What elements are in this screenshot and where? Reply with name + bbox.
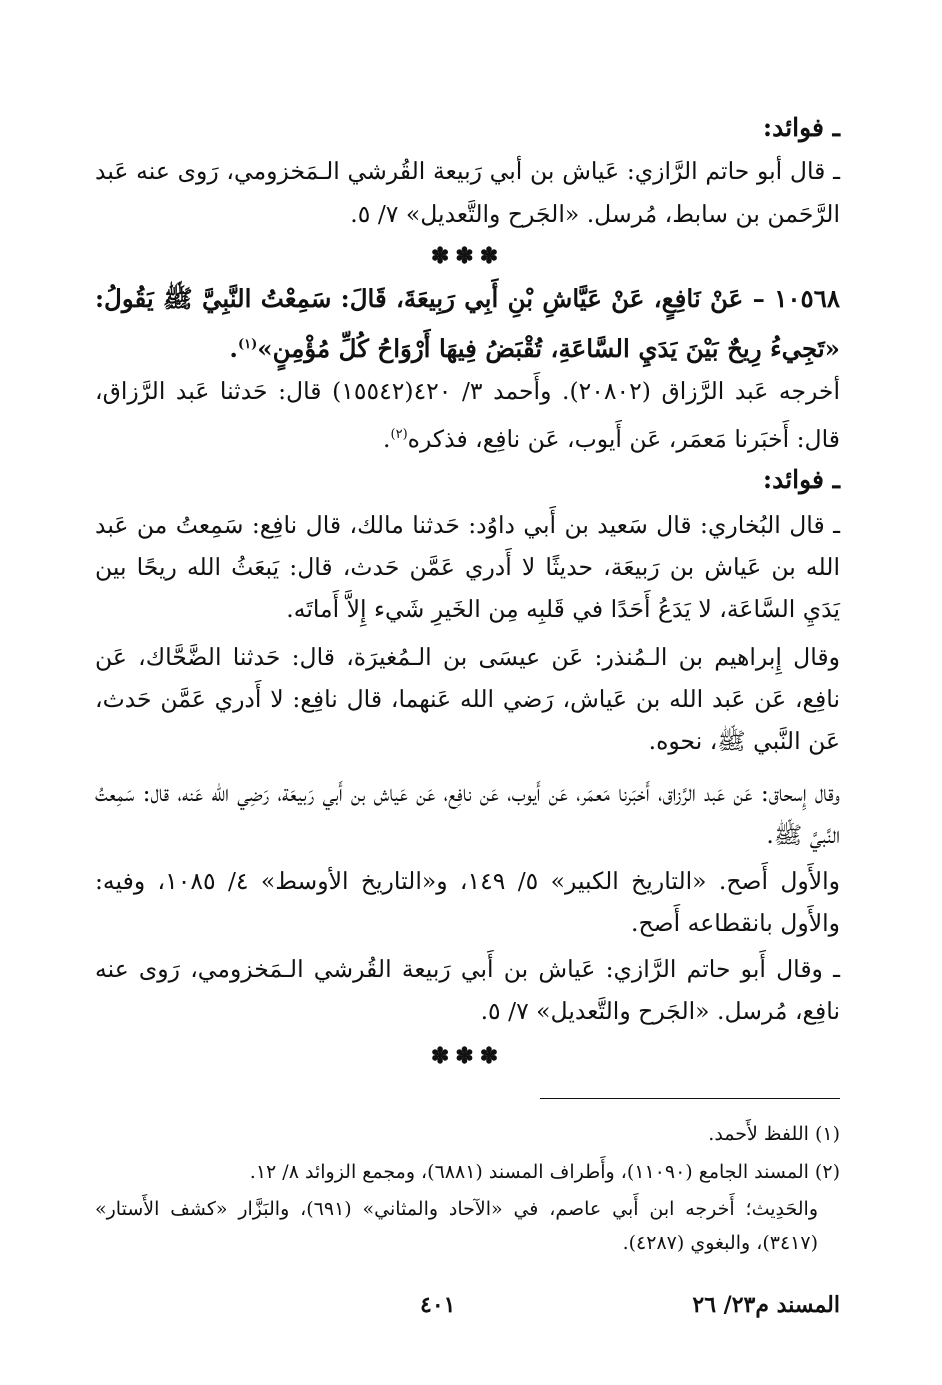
awwal-paragraph: والأَول أَصح. «التاريخ الكبير» ٥/ ١٤٩، و«التاريخ الأوسط» ٤/ ١٠٨٥، وفيه: والأَول بانقطاعه أَصح. bbox=[95, 867, 841, 937]
footnote-1: (١) اللفظ لأَحمد. bbox=[708, 1123, 840, 1145]
hadith-end: . bbox=[229, 334, 238, 364]
hadith-text bbox=[95, 276, 840, 372]
footnote-2: (٢) المسند الجامع (١١٠٩٠)، وأَطراف المسند (٦٨٨١)، ومجمع الزوائد ٨/ ١٢. bbox=[249, 1161, 840, 1183]
section-separator: ✽✽✽ bbox=[430, 243, 505, 269]
footnote-divider bbox=[540, 1098, 840, 1099]
section-separator-2: ✽✽✽ bbox=[430, 1043, 505, 1069]
page-number: ٤٠١ bbox=[420, 1292, 456, 1318]
benefits-heading: ـ فوائد: bbox=[762, 113, 840, 142]
page-content bbox=[95, 100, 840, 1340]
bukhari-paragraph: ـ قال البُخاري: قال سَعيد بن أَبي داوُد: حَدثنا مالك، قال نافِع: سَمِعتُ من عَبد الله بن عَياش بن رَبيعَة، حديثًا لا أَدري عَمَّن حَدث، قال: يَبعَثُ الله ريحًا بين يَدَيِ السَّاعَة، لا يَدَعُ أَحَدًا في قَلبِه مِن الخَيرِ شَيء إِلاَّ أَماتَه. bbox=[95, 511, 840, 623]
abu-hatim-paragraph-2: ـ وقال أَبو حاتم الرَّازي: عَياش بن أَبي رَبيعة القُرشي الـمَخزومي، رَوى عنه نافِع، مُرسل. «الجَرح والتَّعديل» ٧/ ٥. bbox=[95, 955, 840, 1025]
benefits-heading-2: ـ فوائد: bbox=[762, 465, 840, 494]
footnote-2-continued: والحَدِيث؛ أَخرجه ابن أَبي عاصم، في «الآحاد والمثاني» (٦٩١)، والبَزَّار «كشف الأَستار» (٣٤١٧)، والبغوي (٤٢٨٧). bbox=[95, 1198, 818, 1254]
abu-hatim-paragraph: ـ قال أبو حاتم الرَّازي: عَياش بن أبي رَبيعة القُرشي الـمَخزومي، رَوى عنه عَبد الرَّحَمن بن سابط، مُرسل. «الجَرح والتَّعديل» ٧/ ٥. bbox=[95, 157, 840, 228]
ishaq-paragraph: وقال إِسحاق: عَن عَبد الرَّزاق، أَخبَرنا مَعمَر، عَن أَيوب، عَن نافِع، عَن عَياش بن أَبي رَبيعَة، رَضِي الله عَنه، قال: سَمِعتُ النَّبيَّ ﷺ. bbox=[95, 779, 840, 849]
hadith-number: ١٠٥٦٨ – bbox=[752, 284, 841, 313]
hadith-body: عَنْ نَافِعٍ، عَنْ عَيَّاشِ بْنِ أَبِي رَبِيعَةَ، قَالَ: سَمِعْتُ النَّبِيَّ ﷺ يَقُولُ: «تَجِيءُ رِيحٌ بَيْنَ يَدَيِ السَّاعَةِ، تُقْبَضُ فِيهَا أَرْوَاحُ كُلِّ مُؤْمِنٍ» bbox=[95, 284, 840, 364]
ibrahim-paragraph: وقال إِبراهيم بن الـمُنذر: عَن عيسَى بن الـمُغيرَة، قال: حَدثنا الضَّحَّاك، عَن نافِع، عَن عَبد الله بن عَياش، رَضي الله عَنهما، قال نافِع: لا أَدري عَمَّن حَدث، عَن النَّبي ﷺ، نحوه. bbox=[95, 643, 840, 755]
footnote-ref-1: (١) bbox=[237, 337, 258, 352]
takhrij-body: أخرجه عَبد الرَّزاق (٢٠٨٠٢). وأَحمد ٣/ ٤٢٠(١٥٥٤٢) قال: حَدثنا عَبد الرَّزاق، قال: أَخبَرنا مَعمَر، عَن أَيوب، عَن نافِع، فذكره bbox=[95, 377, 840, 453]
book-reference: المسند م٢٣/ ٢٦ bbox=[692, 1292, 840, 1318]
takhrij-end: . bbox=[383, 424, 391, 453]
takhrij-paragraph bbox=[95, 370, 840, 461]
footnote-ref-2: (٢) bbox=[390, 427, 408, 442]
